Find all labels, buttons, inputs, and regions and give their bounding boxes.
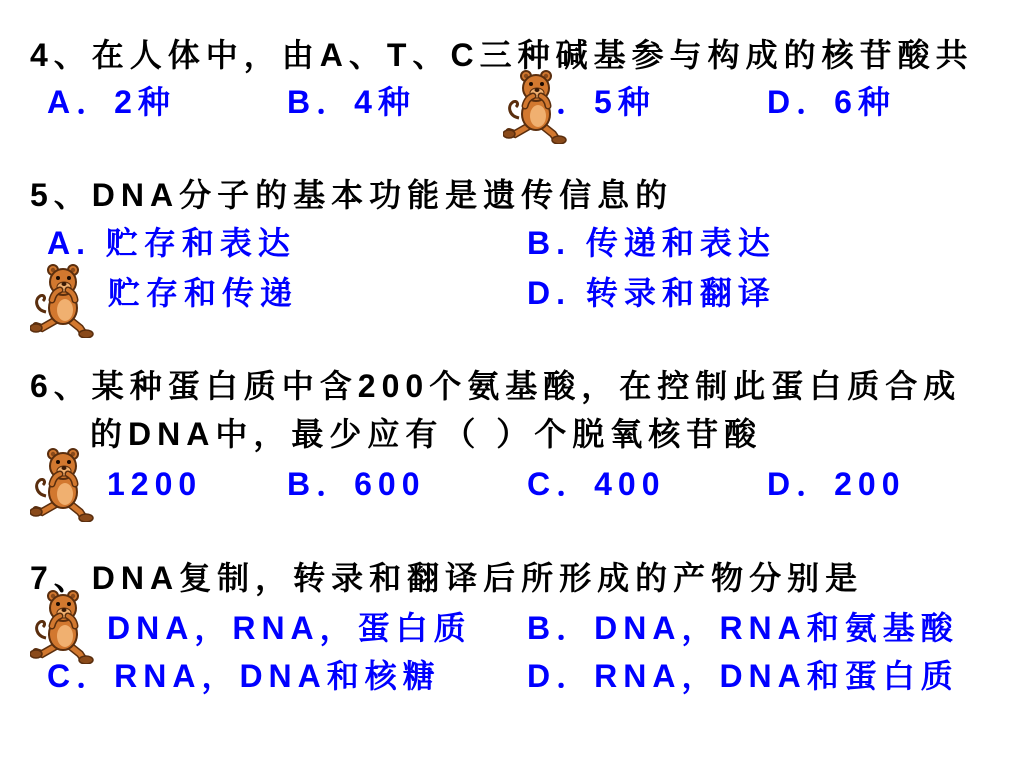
- question-6-stem-line-2: 的DNA中，最少应有（ ）个脱氧核苷酸: [90, 416, 763, 452]
- question-5-option-d: D. 转录和翻译: [527, 275, 776, 311]
- question-4-option-a: A．2种: [47, 84, 176, 120]
- question-4-option-c: ．5种: [556, 84, 656, 120]
- question-6-option-a: 1200: [107, 466, 203, 502]
- running-bear-icon: [30, 588, 94, 664]
- question-7-stem: 7、DNA复制，转录和翻译后所形成的产物分别是: [30, 560, 864, 596]
- question-5-option-b: B. 传递和表达: [527, 225, 776, 261]
- question-7-option-a: DNA，RNA，蛋白质: [107, 610, 472, 646]
- question-4-stem: 4、在人体中，由A、T、C三种碱基参与构成的核苷酸共: [30, 37, 974, 73]
- running-bear-icon: [30, 262, 94, 338]
- question-6-option-d: D．200: [767, 466, 906, 502]
- question-6-option-b: B．600: [287, 466, 426, 502]
- running-bear-icon: [503, 68, 567, 144]
- question-7-option-d: D．RNA，DNA和蛋白质: [527, 658, 959, 694]
- question-5-stem: 5、DNA分子的基本功能是遗传信息的: [30, 177, 674, 213]
- question-4-option-d: D．6种: [767, 84, 896, 120]
- question-4-option-b: B．4种: [287, 84, 416, 120]
- question-7-option-b: B．DNA，RNA和氨基酸: [527, 610, 959, 646]
- question-6-option-c: C．400: [527, 466, 666, 502]
- question-7-option-c: C．RNA，DNA和核糖: [47, 658, 441, 694]
- running-bear-icon: [30, 446, 94, 522]
- question-5-option-a: A. 贮存和表达: [47, 225, 296, 261]
- question-5-option-c: 贮存和传递: [108, 275, 299, 311]
- question-6-stem-line-1: 6、某种蛋白质中含200个氨基酸，在控制此蛋白质合成: [30, 368, 962, 404]
